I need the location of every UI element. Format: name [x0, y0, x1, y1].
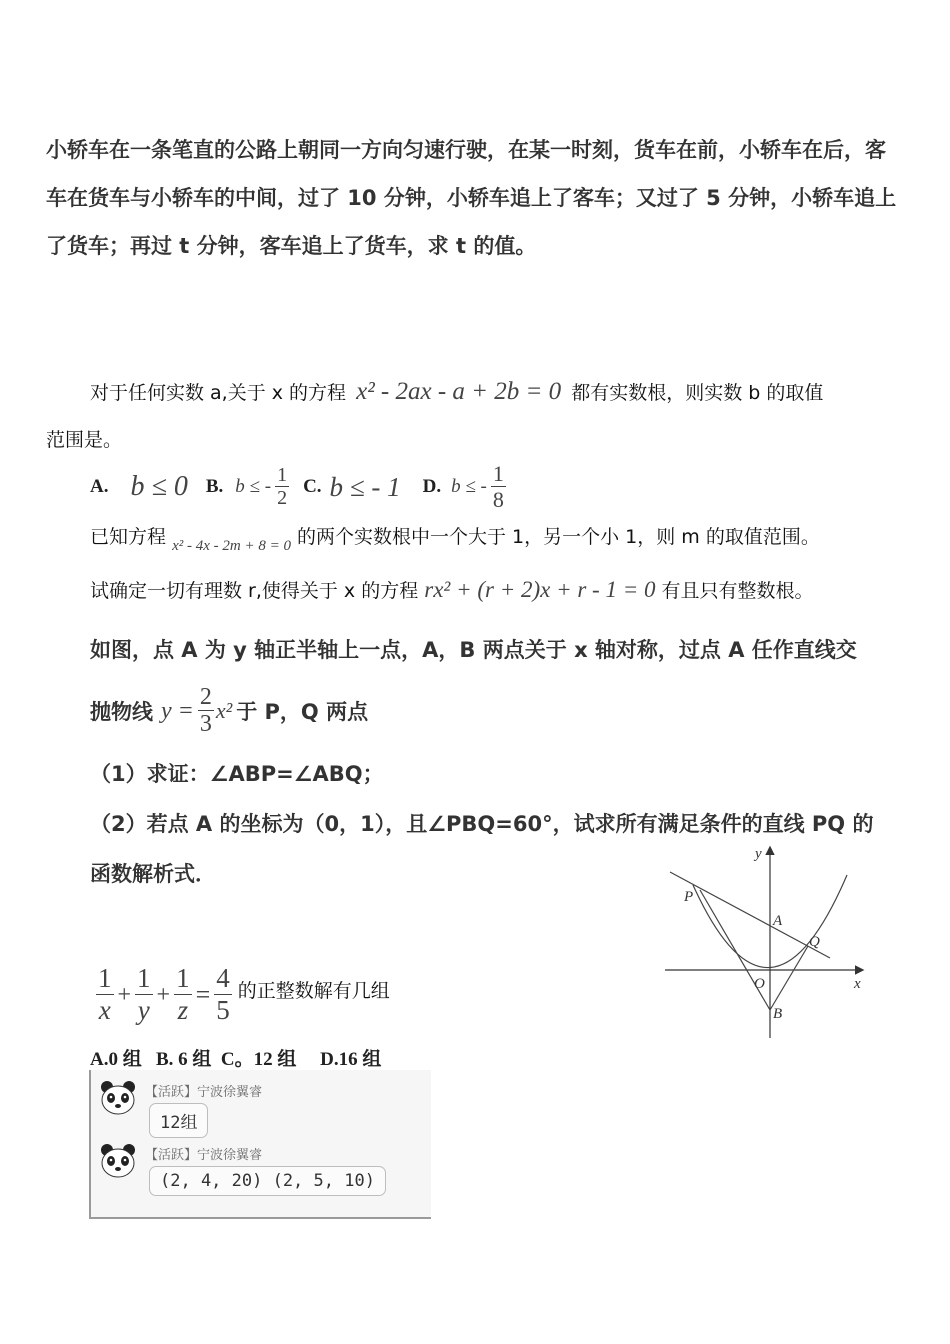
panda-avatar-icon: [99, 1142, 137, 1180]
parabola-eq-right: x²: [215, 698, 233, 723]
fraction-3-den: z: [177, 994, 189, 1025]
fraction-1-over-z: [174, 964, 192, 1026]
chat-message-1: 12组: [149, 1103, 208, 1138]
problem-4-equation: rx² + (r + 2)x + r - 1 = 0: [424, 577, 656, 602]
label-o: O: [754, 976, 765, 992]
option-a-label: A.: [90, 476, 109, 497]
problem-5-line-2-suffix: 于 P，Q 两点: [236, 700, 369, 724]
label-q: Q: [809, 934, 820, 950]
equals-sign: =: [195, 980, 211, 1009]
problem-5-line-2-prefix: 抛物线: [90, 700, 153, 724]
problem-3-prefix: 已知方程: [90, 526, 167, 548]
option-b-den: 2: [277, 487, 288, 509]
problem-2-line-1: [90, 378, 823, 406]
panda-avatar-icon: [99, 1079, 137, 1117]
option-d-label: D.: [422, 476, 442, 497]
label-y: y: [755, 846, 762, 862]
line-bp: [700, 890, 770, 1010]
fraction-2-num: 1: [137, 963, 151, 994]
problem-5-line-2: [90, 678, 368, 744]
problem-1-line-2: 车在货车与小轿车的中间，过了 10 分钟，小轿车追上了客车；又过了 5 分钟，小轿车追上: [46, 186, 897, 210]
problem-1-line-1: 小轿车在一条笔直的公路上朝同一方向匀速行驶，在某一时刻，货车在前，小轿车在后，客: [46, 138, 886, 162]
rhs-num: 4: [216, 963, 230, 994]
chat-username-2: 【活跃】宁波徐翼睿: [145, 1148, 263, 1163]
problem-6-equation: [96, 952, 390, 1038]
plus-sign-1: +: [117, 981, 132, 1008]
fraction-1-over-y: [135, 964, 153, 1026]
problem-5-part-2-line-1: （2）若点 A 的坐标为（0，1），且∠PBQ=60°，试求所有满足条件的直线 PQ 的: [90, 812, 874, 836]
problem-2-line-2: 范围是。: [46, 429, 123, 451]
problem-5-part-2-line-2: 函数解析式．: [90, 862, 216, 886]
option-d-expr: b ≤ -: [451, 476, 487, 497]
label-b: B: [773, 1006, 783, 1022]
problem-3-equation: x² - 4x - 2m + 8 = 0: [172, 538, 291, 554]
fraction-2-den: y: [137, 994, 150, 1025]
fraction-3-num: 1: [176, 963, 190, 994]
problem-5-part-1: （1）求证：∠ABP=∠ABQ；: [90, 762, 384, 786]
problem-4-suffix: 有且只有整数根。: [661, 580, 814, 602]
problem-6-suffix: 的正整数解有几组: [237, 979, 390, 1002]
problem-1-line-3: 了货车；再过 t 分钟，客车追上了货车，求 t 的值。: [46, 234, 537, 258]
problem-1: [46, 126, 926, 270]
option-a-expr: b ≤ 0: [130, 471, 188, 502]
fraction-1-den: x: [98, 994, 111, 1025]
parabola-figure: [660, 840, 870, 1045]
option-b-expr: b ≤ -: [235, 476, 272, 497]
problem-2-prefix: 对于任何实数 a,关于 x 的方程: [90, 382, 347, 404]
parabola-fraction: [198, 684, 214, 739]
fraction-4-over-5: [214, 964, 232, 1026]
chat-panel: [89, 1070, 431, 1219]
parabola-eq-left: y =: [161, 697, 194, 724]
problem-2-suffix: 都有实数根，则实数 b 的取值: [571, 382, 824, 404]
option-c-expr: b ≤ - 1: [329, 471, 401, 502]
problem-6-options: A.0 组 B. 6 组 C。12 组 D.16 组: [90, 1049, 382, 1070]
label-p: P: [684, 889, 694, 905]
option-d-den: 8: [492, 486, 504, 512]
problem-3: [90, 522, 820, 554]
chat-message-2: (2, 4, 20) (2, 5, 10): [149, 1166, 386, 1196]
line-bq: [770, 946, 808, 1010]
option-d-fraction: [491, 462, 506, 512]
label-x: x: [854, 976, 861, 992]
option-b-num: 1: [277, 464, 288, 486]
line-pq: [670, 872, 830, 958]
option-d-num: 1: [492, 460, 504, 486]
plus-sign-2: +: [156, 981, 171, 1008]
fraction-1-over-x: [96, 964, 114, 1026]
option-c-label: C.: [303, 476, 322, 497]
problem-4: [90, 576, 814, 603]
problem-5-line-1: 如图，点 A 为 y 轴正半轴上一点，A，B 两点关于 x 轴对称，过点 A 任作直线交: [90, 638, 857, 662]
chat-username-1: 【活跃】宁波徐翼睿: [145, 1085, 263, 1100]
parabola-den: 3: [199, 710, 212, 737]
rhs-den: 5: [216, 994, 230, 1025]
option-b-label: B.: [205, 476, 224, 497]
parabola-num: 2: [199, 683, 212, 710]
option-b-fraction: [275, 464, 289, 510]
problem-2-equation: x² - 2ax - a + 2b = 0: [356, 378, 562, 405]
fraction-1-num: 1: [98, 963, 112, 994]
problem-4-prefix: 试确定一切有理数 r,使得关于 x 的方程: [90, 580, 419, 602]
label-a: A: [773, 913, 783, 929]
problem-2-options: [90, 458, 506, 516]
problem-3-suffix: 的两个实数根中一个大于 1，另一个小 1，则 m 的取值范围。: [297, 526, 820, 548]
